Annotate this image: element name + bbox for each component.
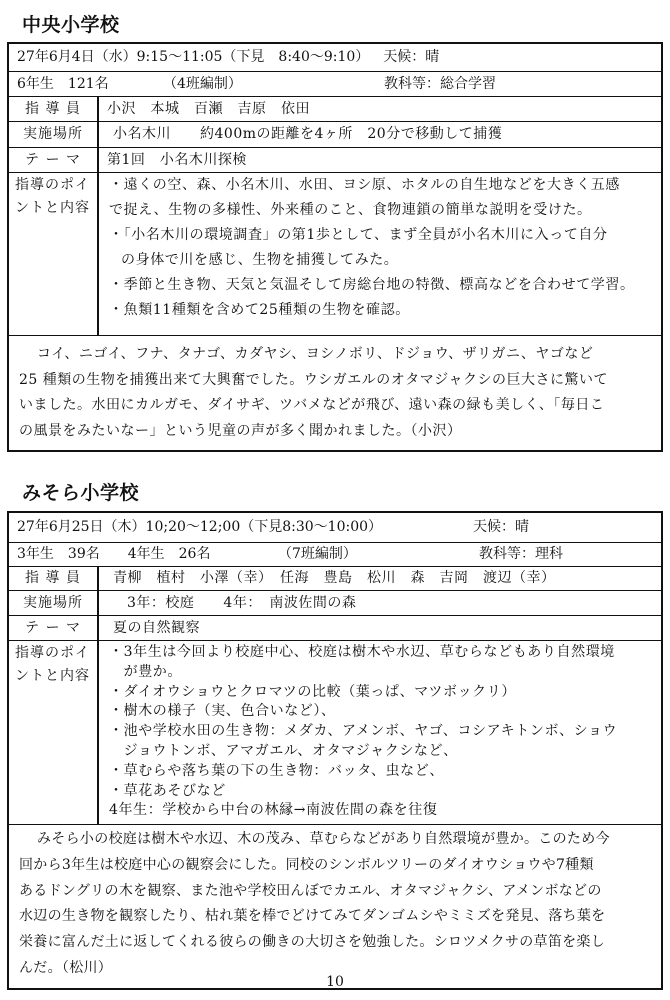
theme-label: テ ー マ [9,616,99,640]
classes: （4班編制） [163,75,242,92]
theme-label: テ ー マ [9,148,99,172]
summary-line: 水辺の生き物を観察したり、枯れ葉を棒でどけてみてダンゴムシやミミズを発見、落ち葉を [19,908,606,925]
grade-row [9,72,661,97]
leaders-label: 指 導 員 [9,567,99,590]
date-row [9,513,661,543]
place: 3年：校庭 4年： 南波佐間の森 [127,594,357,611]
date-line: 27年6月25日（木）10;20～12;00（下見8:30～10:00） [17,519,383,536]
leaders-label: 指 導 員 [9,97,99,121]
points-label-line: 指導のポイ [15,177,90,193]
place-row [9,122,661,148]
point-line: ・ダイオウショウとクロマツの比較（葉っぱ、マツボックリ） [109,683,516,700]
point-line: ・季節と生き物、天気と気温そして房総台地の特徴、標高などを合わせて学習。 [109,277,635,293]
summary-line: 回から3年生は校庭中心の観察会にした。同校のシンボルツリーのダイオウショウや7種類 [19,856,594,873]
point-line: の身体で川を感じ、生物を捕獲してみた。 [121,252,399,268]
points-content [99,173,661,335]
point-line: ・3年生は今回より校庭中心、校庭は樹木や水辺、草むらなどもあり自然環境 [109,644,615,660]
summary-line: の風景をみたいなー」という児童の声が多く聞かれました。（小沢） [19,422,462,439]
school-title-chuo: 中央小学校 [22,14,120,36]
point-line: ・魚類11種類を含めて25種類の生物を確認。 [109,302,410,318]
place-label: 実施場所 [9,122,99,147]
point-line: ・樹木の様子（実、色合いなど）、 [109,703,336,720]
leaders-row [9,567,661,591]
point-line: で捉え、生物の多様性、外来種のこと、食物連鎖の簡単な説明を受けた。 [109,202,592,218]
place-label: 実施場所 [9,591,99,615]
point-line: ・遠くの空、森、小名木川、水田、ヨシ原、ホタルの自生地などを大きく五感 [109,177,620,193]
point-line: ジョウトンボ、アマガエル、オタマジャクシなど、 [109,742,458,759]
date-line: 27年6月4日（水）9:15～11:05（下見 8:40～9:10） [17,49,370,66]
summary [9,825,661,988]
points-label-line: 指導のポイ [15,645,90,661]
date-row [9,44,661,72]
record-table-misora [7,511,663,990]
points-label [9,173,99,335]
summary-line: 栄養に富んだ土に返してくれる彼らの働きの大切さを勉強した。シロツメクサの草笛を楽し [19,934,606,951]
subject: 教科等：理科 [479,546,563,563]
grade-row [9,543,661,567]
theme-row [9,148,661,173]
place: 小名木川 約400mの距離を4ヶ所 20分で移動して捕獲 [113,126,503,143]
points-label-line: ントと内容 [15,667,90,684]
points-label [9,641,99,824]
points-row [9,641,661,825]
leaders-row [9,97,661,122]
point-line: ・草花あそびなど [109,782,226,799]
points-content [99,641,661,824]
subject: 教科等：総合学習 [384,75,496,92]
page-number: 10 [326,974,344,990]
summary [9,336,661,450]
grade: 3年生 39名 4年生 26名 [17,546,211,563]
summary-line: んだ。（松川） [19,959,113,976]
theme-row [9,616,661,641]
summary-line: 25 種類の生物を捕獲出来て大興奮でした。ウシガエルのオタマジャクシの巨大さに驚いて [19,371,608,388]
theme: 夏の自然観察 [113,619,200,636]
leaders: 青柳 植村 小澤（幸） 任海 豊島 松川 森 吉岡 渡辺（幸） [113,570,556,587]
record-table-chuo [7,42,663,452]
classes: （7班編制） [278,546,357,563]
school-title-misora: みそら小学校 [22,482,140,504]
summary-line: あるドングリの木を観察、また池や学校田んぼでカエル、オタマジャクシ、アメンボなどの [19,882,602,899]
weather: 天候：晴 [383,49,440,66]
summary-line: コイ、ニゴイ、フナ、タナゴ、カダヤシ、ヨシノボリ、ドジョウ、ザリガニ、ヤゴなど [37,346,594,362]
point-line: ・池や学校水田の生き物：メダカ、アメンボ、ヤゴ、コシアキトンボ、ショウ [109,723,618,740]
point-line: 4年生：学校から中台の林縁→南波佐間の森を往復 [109,802,438,819]
grade: 6年生 121名 [17,75,109,92]
point-line: ・「小名木川の環境調査」の第1歩として、まず全員が小名木川に入って自分 [109,227,608,243]
points-label-line: ントと内容 [15,199,90,216]
point-line: が豊か。 [109,663,182,680]
theme: 第1回 小名木川探検 [107,151,247,168]
weather: 天候：晴 [473,519,529,536]
summary-line: みそら小の校庭は樹木や水辺、木の茂み、草むらなどがあり自然環境が豊か。このため今 [37,831,610,847]
points-row [9,173,661,336]
place-row [9,591,661,616]
summary-line: いました。水田にカルガモ、ダイサギ、ツバメなどが飛び、遠い森の緑も美しく、「毎日こ [19,397,605,413]
point-line: ・草むらや落ち葉の下の生き物：バッタ、虫など、 [109,762,444,779]
leaders: 小沢 本城 百瀬 吉原 依田 [107,100,310,117]
